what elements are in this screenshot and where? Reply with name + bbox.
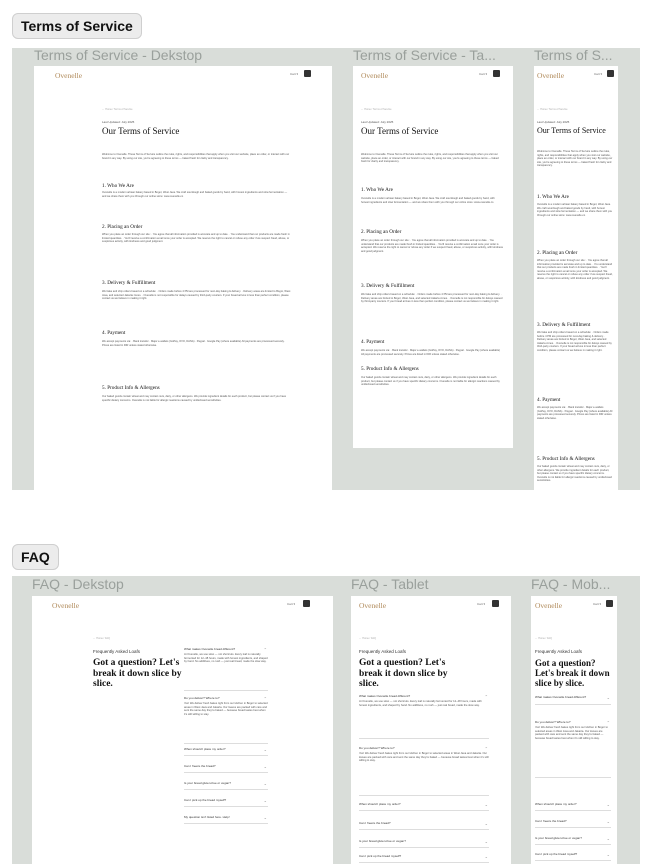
chevron-down-icon[interactable]: ⌄ xyxy=(484,802,488,807)
faq-item[interactable] xyxy=(359,802,489,811)
intro-text: Welcome to Ovenelle. These Terms of Service outline the rules, rights, and responsibilities that apply when you visit our website, place an order, or interact with our brand in any way. By using our site, you're agreeing to these terms — baked fresh for clarity and transparency. xyxy=(102,153,290,160)
faq-item[interactable] xyxy=(184,764,268,773)
section-heading: 4. Payment xyxy=(102,330,126,336)
page-title: Our Terms of Service xyxy=(361,126,439,136)
frame-title-faq-desktop[interactable]: FAQ - Dekstop xyxy=(32,576,124,592)
faq-item-open[interactable] xyxy=(359,694,489,739)
section-heading: 2. Placing an Order xyxy=(361,229,402,235)
faq-answer: At Ovenelle, we use slow — not shortcuts. Every loaf is naturally fermented for 12–48 hours, made with honest ingredients, and shaped by hand. No additives, no rush — just real bread, made the slow way. xyxy=(184,653,268,663)
faq-question[interactable]: Do you deliver? Where to? xyxy=(359,746,395,750)
chevron-down-icon[interactable]: ⌄ xyxy=(263,781,267,786)
faq-question[interactable]: Do you deliver? Where to? xyxy=(535,720,571,724)
chevron-down-icon[interactable]: ⌄ xyxy=(263,764,267,769)
section-heading: 2. Placing an Order xyxy=(102,224,143,230)
section-heading: 5. Product Info & Allergens xyxy=(361,366,419,372)
section-body: Our baked goods contain wheat and may contain nuts, dairy, or other allergens. We provide ingredient details for each product, but please contact us if you have specific dietary concerns. Ovenelle is not liable for allergic reactions caused by undisclosed sensitivities. xyxy=(102,395,287,402)
cart-icon[interactable] xyxy=(606,600,613,607)
faq-question[interactable]: Can I pick up the bread myself? xyxy=(535,852,578,856)
faq-answer: Yes! We deliver fresh bakes right from our kitchen in Bogor to selected areas in West Java and Jakarta. Our loaves are packed with care and sent the same day they're baked — because bread tastes best when it's still willing to stay. xyxy=(535,726,608,740)
faq-question[interactable]: Can I freeze the bread? xyxy=(184,764,216,768)
faq-question[interactable]: Is your bread gluten-free or vegan? xyxy=(184,781,231,785)
frame-title-tos-mobile[interactable]: Terms of S... xyxy=(534,47,613,63)
faq-item[interactable] xyxy=(359,854,489,863)
site-logo[interactable]: Ovenelle xyxy=(537,71,565,80)
intro-text: Welcome to Ovenelle. These Terms of Service outline the rules, rights, and responsibilities that apply when you visit our website, place an order, or interact with our brand in any way. By using our site, you're agreeing to these terms — baked fresh for clarity and transparency. xyxy=(537,150,613,167)
faq-item-open[interactable] xyxy=(184,647,268,691)
faq-item-open[interactable] xyxy=(184,696,268,744)
site-header xyxy=(34,66,332,84)
faq-question[interactable]: My question isn't listed here. Help! xyxy=(184,815,230,819)
faq-item[interactable] xyxy=(535,852,611,861)
faq-answer: At Ovenelle, we use slow — not shortcuts. Every loaf is naturally fermented for 12–48 hours, made with honest ingredients, and shaped by hand. No additives, no rush — just real bread, made the slow way. xyxy=(359,700,482,707)
faq-question[interactable]: Can I pick up the bread myself? xyxy=(184,798,227,802)
section-heading: 1. Who We Are xyxy=(537,194,569,200)
faq-item-open[interactable] xyxy=(359,746,489,796)
intro-text: Welcome to Ovenelle. These Terms of Service outline the rules, rights, and responsibilities that apply when you visit our website, place an order, or interact with our brand in any way. By using our site, you're agreeing to these terms — baked fresh for clarity and transparency. xyxy=(361,153,499,163)
faq-item[interactable] xyxy=(535,802,611,811)
section-heading: 4. Payment xyxy=(361,339,385,345)
section-heading: 3. Delivery & Fulfillment xyxy=(537,322,591,328)
section-heading: 5. Product Info & Allergens xyxy=(102,385,160,391)
cart-icon[interactable] xyxy=(607,70,614,77)
faq-question[interactable]: Do you deliver? Where to? xyxy=(184,696,220,700)
cart-link[interactable]: Cart ▾ xyxy=(593,602,602,606)
cart-icon[interactable] xyxy=(492,600,499,607)
section-body: When you place an order through our site: · You agree that all information provided is accurate and up to date. · You understand that our products are made fresh in limited quantities. · You'll receive a confirmation email once your order is accepted. We reserve the right to cancel or refuse any order if we suspect fraud, abuse, or suspicious activity, with kindness and good judgment. xyxy=(102,233,290,243)
last-updated: Last Updated: July 2025 xyxy=(102,120,135,124)
faq-question[interactable]: When should I place my order? xyxy=(535,802,577,806)
section-body: We bake and ship orders based on a schedule: · Orders made before 4 PM are processed for next-day baking & delivery. · Delivery areas are limited to Bogor, West Java, and selected Jakarta zones. · Ovenelle is not responsible for delays caused by third-party couriers. If your bread arrives in less than perfect condition, please contact us we believe in making it right. xyxy=(102,290,291,300)
breadcrumb[interactable]: ← Home / Terms of Service xyxy=(537,108,568,111)
faq-item[interactable] xyxy=(184,781,268,790)
tos-tablet-page xyxy=(353,66,513,448)
cart-link[interactable]: Cart ▾ xyxy=(594,72,603,76)
cart-link[interactable]: Cart ▾ xyxy=(287,602,296,606)
faq-item[interactable] xyxy=(359,839,489,848)
frame-title-faq-tablet[interactable]: FAQ - Tablet xyxy=(351,576,429,592)
section-body: We bake and ship orders based on a schedule: · Orders made before 4 PM are processed for next-day baking & delivery. · Delivery areas are limited to Bogor, West Java, and selected Jakarta zones. · Ovenelle is not responsible for delays caused by third-party couriers. If your bread arrives in less than perfect condition, please contact us we believe in making it right. xyxy=(537,331,612,352)
breadcrumb[interactable]: ← Home / Terms of Service xyxy=(361,108,392,111)
section-body: We accept payments via: · Bank transfer · Major e-wallets (GoPay, OVO, DANA) · Paypal · Google Pay (where available) All payments are processed securely. Prices are listed in IDR unless stated otherwise. xyxy=(361,349,501,356)
chevron-down-icon[interactable]: ⌄ xyxy=(606,819,610,824)
chevron-up-icon[interactable]: ⌃ xyxy=(484,694,488,699)
site-logo[interactable]: Ovenelle xyxy=(361,71,389,80)
section-body: Our baked goods contain wheat and may contain nuts, dairy, or other allergens. We provide ingredient details for each product, but please contact us if you have specific dietary concerns. Ovenelle is not liable for allergic reactions caused by undisclosed sensitivities. xyxy=(537,465,612,482)
section-heading: 2. Placing an Order xyxy=(537,250,578,256)
faq-mobile-page xyxy=(531,596,617,864)
cart-icon[interactable] xyxy=(303,600,310,607)
section-body: Our baked goods contain wheat and may contain nuts, dairy, or other allergens. We provide ingredient details for each product, but please contact us if you have specific dietary concerns. Ovenelle is not liable for allergic reactions caused by undisclosed sensitivities. xyxy=(361,376,500,386)
site-header xyxy=(351,596,511,614)
breadcrumb[interactable]: ← Home / FAQ xyxy=(93,637,110,640)
section-body: When you place an order through our site: · You agree that all information provided is accurate and up to date. · You understand that our products are made fresh in limited quantities. · You'll receive a confirmation email once your order is accepted. We reserve the right to cancel or refuse any order if we suspect fraud, abuse, or suspicious activity, with kindness and good judgment. xyxy=(537,259,613,280)
site-header xyxy=(534,66,618,84)
section-heading: 1. Who We Are xyxy=(361,187,393,193)
breadcrumb[interactable]: ← Home / Terms of Service xyxy=(102,108,133,111)
tos-mobile-page xyxy=(534,66,618,490)
site-logo[interactable]: Ovenelle xyxy=(55,71,83,80)
section-heading: 4. Payment xyxy=(537,397,561,403)
faq-item[interactable] xyxy=(184,815,268,824)
chevron-down-icon[interactable]: ⌄ xyxy=(484,854,488,859)
breadcrumb[interactable]: ← Home / FAQ xyxy=(535,637,552,640)
faq-item[interactable] xyxy=(184,747,268,756)
last-updated: Last Updated: July 2025 xyxy=(537,120,570,124)
chevron-down-icon[interactable]: ⌄ xyxy=(606,852,610,857)
faq-question[interactable]: What makes Ovenelle bread different? xyxy=(535,695,587,699)
faq-item[interactable] xyxy=(184,798,268,807)
chevron-up-icon[interactable]: ⌃ xyxy=(263,696,267,701)
chevron-down-icon[interactable]: ⌄ xyxy=(484,821,488,826)
cart-link[interactable]: Cart ▾ xyxy=(477,602,486,606)
site-logo[interactable]: Ovenelle xyxy=(535,601,563,610)
faq-tablet-page xyxy=(351,596,511,864)
section-body: When you place an order through our site: · You agree that all information provided is accurate and up to date. · You understand that our products are made fresh in limited quantities. · You'll receive a confirmation email once your order is accepted. We reserve the right to cancel or refuse any order if we suspect fraud, abuse, or suspicious activity, with kindness and good judgment. xyxy=(361,239,503,253)
faq-subtitle: Frequently Asked Loafs xyxy=(93,649,141,654)
chevron-up-icon[interactable]: ⌃ xyxy=(484,746,488,751)
section-body: We accept payments via: · Bank transfer · Major e-wallets (GoPay, OVO, DANA) · Paypal · Google Pay (where available) All payments are processed securely. Prices are listed in IDR unless stated otherwise. xyxy=(102,340,285,347)
faq-answer: Yes! We deliver fresh bakes right from our kitchen in Bogor to selected areas in West Java and Jakarta. Our loaves are packed with care and sent the same day they're baked — because bread tastes best when it's still willing to stay. xyxy=(184,702,268,716)
faq-question[interactable]: When should I place my order? xyxy=(359,802,401,806)
faq-subtitle: Frequently Asked Loafs xyxy=(535,649,583,654)
page-title: Our Terms of Service xyxy=(537,126,606,135)
section-label-terms[interactable]: Terms of Service xyxy=(12,13,142,39)
section-body: We accept payments via: · Bank transfer · Major e-wallets (GoPay, OVO, DANA) · Paypal · Google Pay (where available) All payments are processed securely. Prices are listed in IDR unless stated otherwise. xyxy=(537,406,613,420)
faq-item[interactable] xyxy=(535,819,611,828)
section-body: Ovenelle is a modern artisan bakery based in Bogor, West Java. We craft sourdough and baked goods by hand, with honest ingredients and slow fermentation — and we share them with you through our online store: www.ovenelle.co xyxy=(537,203,613,217)
site-logo[interactable]: Ovenelle xyxy=(359,601,387,610)
chevron-down-icon[interactable]: ⌄ xyxy=(606,802,610,807)
frame-title-tos-tablet[interactable]: Terms of Service - Ta... xyxy=(353,47,496,63)
site-header xyxy=(353,66,513,84)
faq-item[interactable] xyxy=(535,836,611,845)
page-title: Our Terms of Service xyxy=(102,126,180,136)
frame-title-tos-desktop[interactable]: Terms of Service - Dekstop xyxy=(34,47,203,63)
site-header xyxy=(32,596,333,614)
tos-desktop-page xyxy=(34,66,332,490)
section-heading: 3. Delivery & Fulfillment xyxy=(361,283,415,289)
faq-item[interactable] xyxy=(359,821,489,830)
section-body: Ovenelle is a modern artisan bakery based in Bogor, West Java. We craft sourdough and baked goods by hand, with honest ingredients and slow fermentation — and we share them with you through our online store: www.ovenelle.co xyxy=(361,197,495,204)
faq-question[interactable]: Is your bread gluten-free or vegan? xyxy=(535,836,582,840)
faq-item-open[interactable] xyxy=(535,706,611,778)
chevron-down-icon[interactable]: ⌄ xyxy=(263,798,267,803)
chevron-down-icon[interactable]: ⌄ xyxy=(606,695,610,700)
chevron-down-icon[interactable]: ⌄ xyxy=(263,747,267,752)
chevron-up-icon[interactable]: ⌃ xyxy=(263,647,267,652)
section-heading: 1. Who We Are xyxy=(102,183,134,189)
chevron-down-icon[interactable]: ⌄ xyxy=(263,815,267,820)
last-updated: Last Updated: July 2025 xyxy=(361,120,394,124)
section-heading: 3. Delivery & Fulfillment xyxy=(102,280,156,286)
faq-question[interactable]: When should I place my order? xyxy=(184,747,226,751)
faq-question[interactable]: Can I freeze the bread? xyxy=(359,821,391,825)
cart-link[interactable]: Cart ▾ xyxy=(290,72,299,76)
faq-question[interactable]: What makes Ovenelle bread different? xyxy=(184,647,236,651)
chevron-down-icon[interactable]: ⌄ xyxy=(606,836,610,841)
section-heading: 5. Product Info & Allergens xyxy=(537,456,595,462)
chevron-down-icon[interactable]: ⌄ xyxy=(484,839,488,844)
site-header xyxy=(531,596,617,614)
faq-title: Got a question? Let's break it down slice by slice. xyxy=(535,658,610,689)
faq-title: Got a question? Let's break it down slice by slice. xyxy=(359,658,448,690)
section-body: Ovenelle is a modern artisan bakery based in Bogor, West Java. We craft sourdough and baked goods by hand, with honest ingredients and slow fermentation — and we share them with you through our online store: www.ovenelle.co xyxy=(102,191,288,198)
faq-subtitle: Frequently Asked Loafs xyxy=(359,649,407,654)
faq-question[interactable]: Can I pick up the bread myself? xyxy=(359,854,402,858)
frame-title-faq-mobile[interactable]: FAQ - Mob... xyxy=(531,576,611,592)
faq-desktop-page xyxy=(32,596,333,864)
faq-answer: Yes! We deliver fresh bakes right from our kitchen in Bogor to selected areas in West Java and Jakarta. Our loaves are packed with care and sent the same day they're baked — because bread tastes best when it's still willing to stay. xyxy=(359,752,489,762)
site-logo[interactable]: Ovenelle xyxy=(52,601,80,610)
breadcrumb[interactable]: ← Home / FAQ xyxy=(359,637,376,640)
faq-item[interactable] xyxy=(535,695,611,705)
faq-question[interactable]: What makes Ovenelle bread different? xyxy=(359,694,411,698)
faq-title: Got a question? Let's break it down slice by slice. xyxy=(93,658,182,690)
cart-icon[interactable] xyxy=(304,70,311,77)
cart-icon[interactable] xyxy=(493,70,500,77)
faq-question[interactable]: Is your bread gluten-free or vegan? xyxy=(359,839,406,843)
section-label-faq[interactable]: FAQ xyxy=(12,544,59,570)
cart-link[interactable]: Cart ▾ xyxy=(479,72,488,76)
chevron-up-icon[interactable]: ⌃ xyxy=(606,720,610,725)
faq-question[interactable]: Can I freeze the bread? xyxy=(535,819,567,823)
section-body: We bake and ship orders based on a schedule: · Orders made before 4 PM are processed for next-day baking & delivery. · Delivery areas are limited to Bogor, West Java, and selected Jakarta zones. · Ovenelle is not responsible for delays caused by third-party couriers. If your bread arrives in less than perfect condition, please contact us we believe in making it right. xyxy=(361,293,503,303)
